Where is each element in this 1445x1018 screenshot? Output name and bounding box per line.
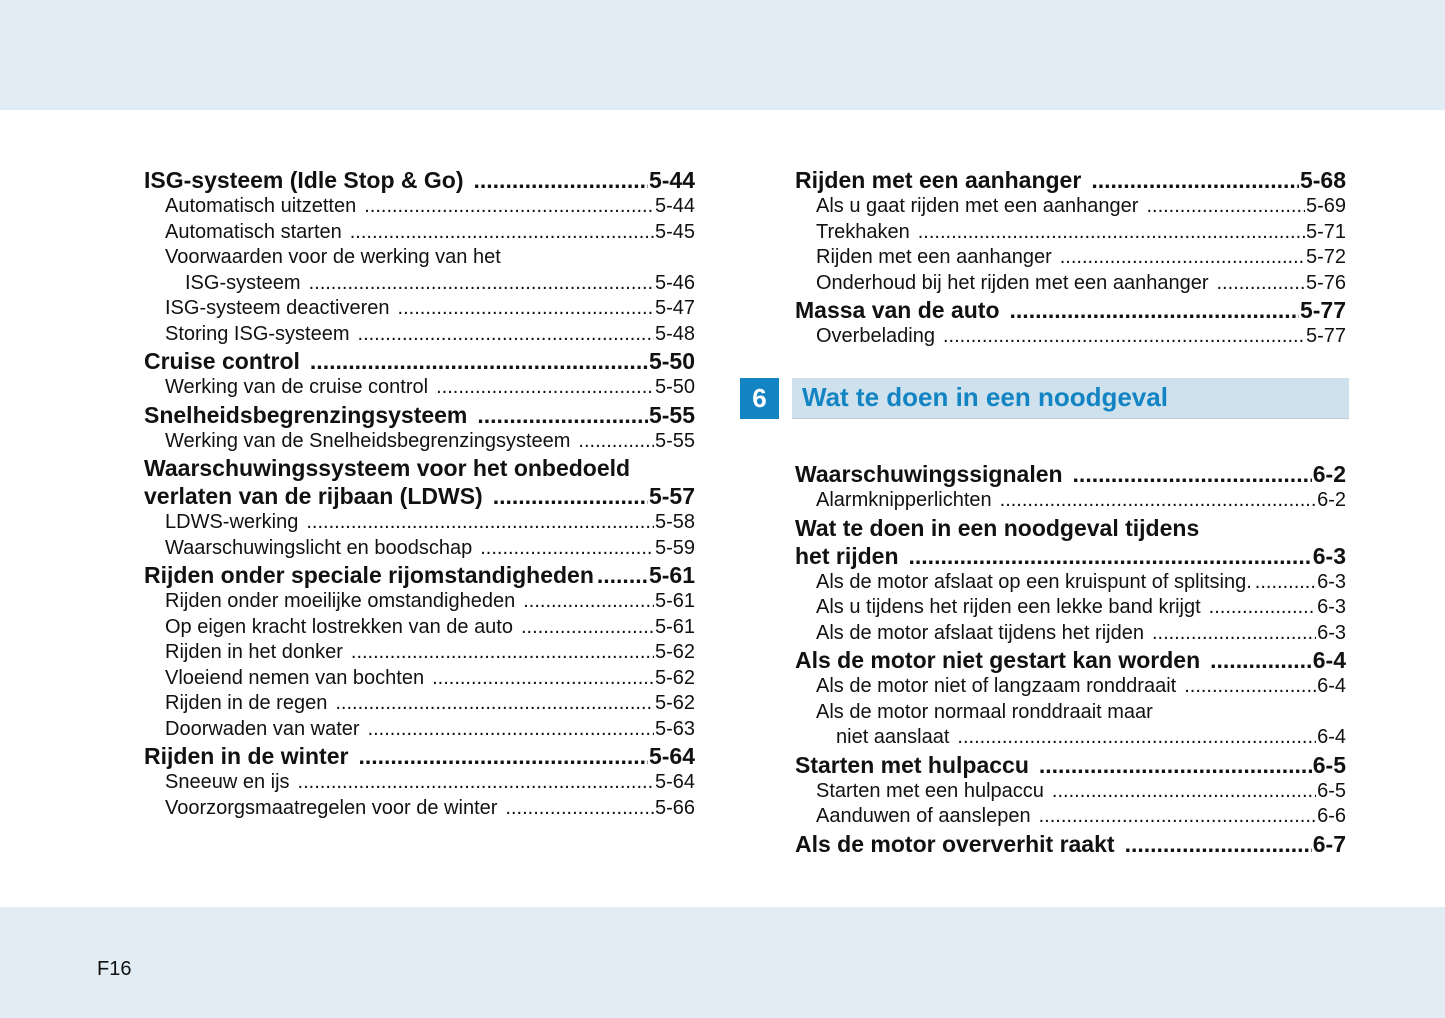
toc-entry[interactable]: [795, 779, 1346, 805]
toc-page: 5-48: [654, 322, 695, 345]
toc-entry[interactable]: [144, 589, 695, 615]
header-band: [0, 0, 1445, 110]
toc-entry[interactable]: [795, 271, 1346, 297]
toc-title: Als de motor oververhit raakt: [795, 830, 1115, 857]
toc-entry[interactable]: [795, 674, 1346, 700]
toc-entry[interactable]: [144, 322, 695, 348]
toc-page: 6-2: [1317, 489, 1346, 511]
toc-entry[interactable]: [144, 615, 695, 641]
toc-title: ISG-systeem: [185, 271, 301, 294]
toc-page: 5-61: [654, 590, 695, 612]
toc-section[interactable]: [144, 454, 695, 482]
toc-section[interactable]: [795, 542, 1346, 570]
toc-title: Op eigen kracht lostrekken van de auto: [165, 615, 513, 638]
toc-entry[interactable]: [144, 666, 695, 692]
toc-entry[interactable]: [795, 324, 1346, 350]
toc-title: Alarmknipperlichten: [816, 489, 992, 511]
toc-title: Trekhaken: [816, 220, 910, 243]
toc-title: Als de motor afslaat tijdens het rijden: [816, 621, 1144, 644]
toc-title: Sneeuw en ijs: [165, 771, 290, 793]
toc-section[interactable]: [144, 347, 695, 375]
toc-title: Rijden met een aanhanger: [816, 246, 1052, 268]
toc-left-column: [144, 166, 695, 821]
toc-entry[interactable]: [144, 220, 695, 246]
toc-section[interactable]: [795, 166, 1346, 194]
toc-section[interactable]: [795, 514, 1346, 542]
toc-entry[interactable]: [144, 717, 695, 743]
toc-entry[interactable]: [795, 804, 1346, 830]
toc-title: Rijden onder moeilijke omstandigheden: [165, 590, 516, 612]
toc-title: het rijden: [795, 542, 899, 569]
toc-section[interactable]: [795, 646, 1346, 674]
toc-entry[interactable]: [144, 375, 695, 401]
toc-page: 5-68: [1299, 167, 1346, 193]
toc-page: 5-44: [648, 167, 695, 193]
toc-title: Voorwaarden voor de werking van het: [165, 246, 501, 268]
toc-page: 6-4: [1317, 726, 1346, 748]
toc-title: Voorzorgsmaatregelen voor de winter: [165, 796, 498, 819]
toc-title: verlaten van de rijbaan (LDWS): [144, 483, 483, 509]
toc-entry[interactable]: [795, 488, 1346, 514]
toc-page: 6-5: [1312, 751, 1346, 778]
toc-page: 5-66: [654, 796, 695, 819]
toc-title: Storing ISG-systeem: [165, 322, 350, 345]
toc-title: Overbelading: [816, 325, 935, 347]
toc-entry[interactable]: [795, 570, 1346, 596]
toc-page: 5-64: [648, 743, 695, 769]
toc-entry[interactable]: [144, 245, 695, 271]
toc-title: Massa van de auto: [795, 297, 1000, 323]
toc-entry[interactable]: [144, 429, 695, 455]
toc-title: Werking van de cruise control: [165, 376, 429, 398]
toc-entry[interactable]: [795, 245, 1346, 271]
chapter-title-bar: [792, 378, 1349, 419]
toc-section[interactable]: [144, 482, 695, 510]
toc-page: 5-62: [654, 692, 695, 714]
toc-title: Als de motor afslaat op een kruispunt of splitsing.: [816, 570, 1252, 593]
toc-entry[interactable]: [144, 796, 695, 822]
toc-entry[interactable]: [144, 691, 695, 717]
toc-title: Starten met een hulpaccu: [816, 779, 1044, 802]
toc-section[interactable]: [795, 296, 1346, 324]
toc-title: Rijden in de regen: [165, 692, 328, 714]
toc-page: 5-62: [654, 666, 695, 689]
toc-title: Doorwaden van water: [165, 717, 360, 740]
toc-title: LDWS-werking: [165, 511, 299, 533]
toc-title: ISG-systeem deactiveren: [165, 297, 390, 319]
toc-title: Rijden in het donker: [165, 641, 343, 663]
toc-entry[interactable]: [795, 621, 1346, 647]
toc-section[interactable]: [144, 166, 695, 194]
toc-page: 5-69: [1305, 195, 1346, 217]
toc-section[interactable]: [795, 460, 1346, 488]
toc-entry[interactable]: [144, 770, 695, 796]
chapter-number: 6: [740, 378, 779, 419]
toc-page: 5-47: [654, 297, 695, 319]
page-number: F16: [97, 958, 132, 980]
toc-page: 5-45: [654, 220, 695, 243]
toc-page: 5-46: [654, 271, 695, 294]
toc-title: Rijden in de winter: [144, 743, 349, 769]
toc-entry[interactable]: [795, 194, 1346, 220]
toc-title: Aanduwen of aanslepen: [816, 805, 1031, 827]
toc-page: 5-55: [654, 429, 695, 452]
toc-page: 5-44: [654, 195, 695, 217]
toc-title: Snelheidsbegrenzingsysteem: [144, 401, 468, 428]
toc-title: niet aanslaat: [836, 726, 950, 748]
toc-page: 5-50: [648, 348, 695, 374]
toc-page: 5-62: [654, 641, 695, 663]
toc-page: 5-58: [654, 511, 695, 533]
toc-entry[interactable]: [795, 725, 1346, 751]
toc-page: 6-3: [1312, 542, 1346, 569]
toc-page: 6-6: [1317, 805, 1346, 827]
toc-title: Cruise control: [144, 348, 300, 374]
toc-title: Rijden met een aanhanger: [795, 167, 1082, 193]
toc-title: Als u tijdens het rijden een lekke band krijgt: [816, 596, 1201, 618]
toc-entry[interactable]: [144, 194, 695, 220]
toc-page: 5-55: [648, 401, 695, 428]
chapter-title: Wat te doen in een noodgeval: [802, 382, 1168, 412]
toc-page: 6-4: [1312, 647, 1346, 673]
toc-page: 5-77: [1305, 325, 1346, 347]
toc-section[interactable]: [795, 830, 1346, 858]
toc-title: Starten met hulpaccu: [795, 751, 1029, 778]
toc-title: Waarschuwingslicht en boodschap: [165, 536, 473, 559]
toc-title: Als de motor niet gestart kan worden: [795, 647, 1201, 673]
toc-page: 6-3: [1317, 570, 1346, 593]
toc-title: Waarschuwingssignalen: [795, 461, 1063, 487]
toc-page: 6-2: [1312, 461, 1346, 487]
toc-page: 5-61: [654, 615, 695, 638]
toc-title: Als de motor niet of langzaam ronddraait: [816, 675, 1177, 697]
toc-entry[interactable]: [144, 510, 695, 536]
toc-right-column-bottom: [795, 460, 1346, 858]
toc-entry[interactable]: [144, 296, 695, 322]
toc-section[interactable]: [795, 751, 1346, 779]
toc-entry[interactable]: [795, 700, 1346, 726]
toc-title: Vloeiend nemen van bochten: [165, 666, 425, 689]
toc-title: Rijden onder speciale rijomstandigheden: [144, 562, 594, 588]
toc-entry[interactable]: [795, 220, 1346, 246]
toc-page: 6-5: [1317, 779, 1346, 802]
toc-entry[interactable]: [144, 271, 695, 297]
chapter-header[interactable]: [740, 378, 1349, 419]
toc-entry[interactable]: [144, 536, 695, 562]
toc-page: 5-63: [654, 717, 695, 740]
toc-title: ISG-systeem (Idle Stop & Go): [144, 167, 464, 193]
toc-title: Waarschuwingssysteem voor het onbedoeld: [144, 455, 631, 481]
toc-section[interactable]: [144, 561, 695, 589]
toc-page: 5-71: [1305, 220, 1346, 243]
toc-title: Onderhoud bij het rijden met een aanhanger: [816, 271, 1209, 294]
toc-title: Als de motor normaal ronddraait maar: [816, 700, 1153, 723]
toc-title: Werking van de Snelheidsbegrenzingsysteem: [165, 429, 571, 452]
toc-title: Als u gaat rijden met een aanhanger: [816, 195, 1139, 217]
toc-entry[interactable]: [795, 595, 1346, 621]
toc-page: 5-59: [654, 536, 695, 559]
toc-section[interactable]: [144, 401, 695, 429]
toc-page: 6-7: [1312, 830, 1346, 857]
toc-page: 5-50: [654, 376, 695, 398]
toc-page: 5-61: [648, 562, 695, 588]
toc-title: Automatisch starten: [165, 220, 342, 243]
toc-page: 5-76: [1305, 271, 1346, 294]
toc-page: 5-64: [654, 771, 695, 793]
toc-page: 6-4: [1317, 675, 1346, 697]
footer-band: [0, 907, 1445, 1018]
toc-section[interactable]: [144, 742, 695, 770]
toc-right-column-top: [795, 166, 1346, 350]
toc-title: Automatisch uitzetten: [165, 195, 357, 217]
toc-page: 5-77: [1299, 297, 1346, 323]
toc-page: 5-72: [1305, 246, 1346, 268]
toc-page: 6-3: [1317, 596, 1346, 618]
toc-title: Wat te doen in een noodgeval tijdens: [795, 514, 1200, 541]
toc-page: 5-57: [648, 483, 695, 509]
toc-entry[interactable]: [144, 640, 695, 666]
toc-page: 6-3: [1317, 621, 1346, 644]
